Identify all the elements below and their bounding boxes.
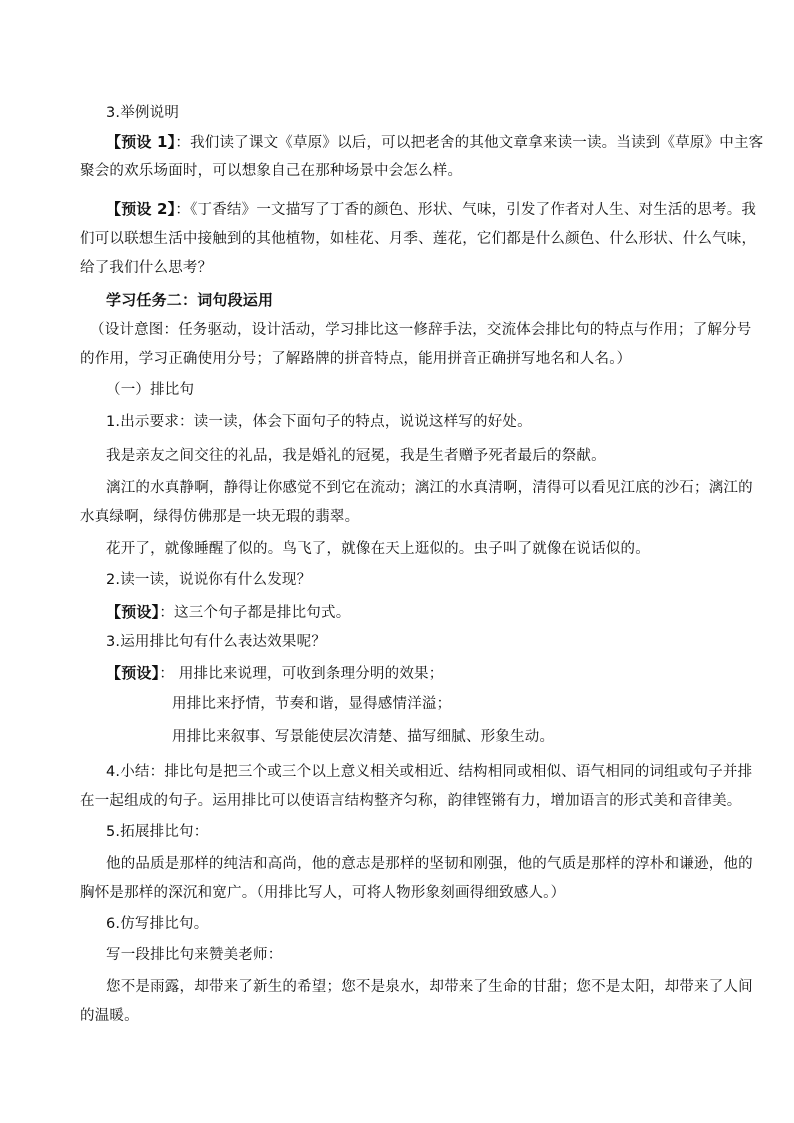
preset-2-line-3: 给了我们什么思考？: [80, 260, 213, 276]
example-sentence-1: 我是亲友之间交往的礼品，我是婚礼的冠冕，我是生者赠予死者最后的祭献。: [106, 448, 606, 464]
question-2: 2.读一读，说说你有什么发现？: [106, 572, 312, 588]
question-1: 1.出示要求：读一读，体会下面句子的特点，说说这样写的好处。: [106, 414, 532, 430]
design-intent-line-1: （设计意图：任务驱动，设计活动，学习排比这一修辞手法，交流体会排比句的特点与作用；了解分号: [90, 322, 752, 338]
preset-2-tag: 【预设 2】: [106, 200, 176, 218]
preset-effect-reasoning: ： 用排比来说理，可收到条理分明的效果；: [159, 666, 444, 682]
imitation-example-line-2: 的温暖。: [80, 1008, 139, 1024]
preset-2-line-2: 们可以联想生活中接触到的其他植物，如桂花、月季、莲花，它们都是什么颜色、什么形状、什么气味，: [80, 231, 757, 247]
preset-effect-narrative: 用排比来叙事、写景能使层次清楚、描写细腻、形象生动。: [172, 729, 555, 745]
section-3-heading: 3.举例说明: [106, 105, 180, 121]
question-6: 6.仿写排比句。: [106, 916, 209, 932]
extension-example-line-1: 他的品质是那样的纯洁和高尚，他的意志是那样的坚韧和刚强，他的气质是那样的淳朴和谦逊，他的: [106, 856, 753, 872]
design-intent-line-2: 的作用，学习正确使用分号；了解路牌的拼音特点，能用拼音正确拼写地名和人名。）: [80, 351, 632, 367]
preset-effects-tag: 【预设】: [106, 664, 160, 682]
preset-1-line-2: 聚会的欢乐场面时，可以想象自己在那种场景中会怎么样。: [80, 163, 463, 179]
preset-answer-text: ：这三个句子都是排比句式。: [159, 605, 351, 621]
part-1-heading: （一）排比句: [106, 382, 195, 398]
question-3: 3.运用排比句有什么表达效果呢？: [106, 634, 327, 650]
example-sentence-3: 花开了，就像睡醒了似的。鸟飞了，就像在天上逛似的。虫子叫了就像在说话似的。: [106, 541, 650, 557]
preset-answer-line: [106, 602, 350, 623]
summary-line-2: 在一起组成的句子。运用排比可以使语言结构整齐匀称，韵律铿锵有力，增加语言的形式美和音律美。: [80, 793, 742, 809]
preset-1-text-1: ：我们读了课文《草原》以后，可以把老舍的其他文章拿来读一读。当读到《草原》中主客: [175, 135, 764, 151]
preset-effect-emotion: 用排比来抒情，节奏和谐，显得感情洋溢；: [172, 696, 452, 712]
summary-line-1: 4.小结：排比句是把三个或三个以上意义相关或相近、结构相同或相似、语气相同的词组或句子并排: [106, 764, 753, 780]
preset-1-line-1: [106, 132, 763, 153]
extension-example-line-2: 胸怀是那样的深沉和宽广。（用排比写人，可将人物形象刻画得细致感人。）: [80, 885, 566, 901]
example-sentence-2-line-1: 漓江的水真静啊，静得让你感觉不到它在流动；漓江的水真清啊，清得可以看见江底的沙石；漓江的: [106, 480, 753, 496]
preset-tag: 【预设】: [106, 603, 160, 621]
task-2-heading: 学习任务二：词句段运用: [106, 291, 274, 309]
imitation-example-line-1: 您不是雨露，却带来了新生的希望；您不是泉水，却带来了生命的甘甜；您不是太阳，却带来了人间: [106, 979, 753, 995]
preset-2-line-1: [106, 199, 756, 220]
question-6-requirement: 写一段排比句来赞美老师：: [106, 947, 283, 963]
question-5: 5.拓展排比句：: [106, 824, 209, 840]
preset-1-tag: 【预设 1】: [106, 133, 176, 151]
example-sentence-2-line-2: 水真绿啊，绿得仿佛那是一块无瑕的翡翠。: [80, 509, 360, 525]
preset-effects-line-1: [106, 663, 443, 684]
preset-2-text-1: ：《丁香结》一文描写了丁香的颜色、形状、气味，引发了作者对人生、对生活的思考。我: [175, 202, 757, 218]
